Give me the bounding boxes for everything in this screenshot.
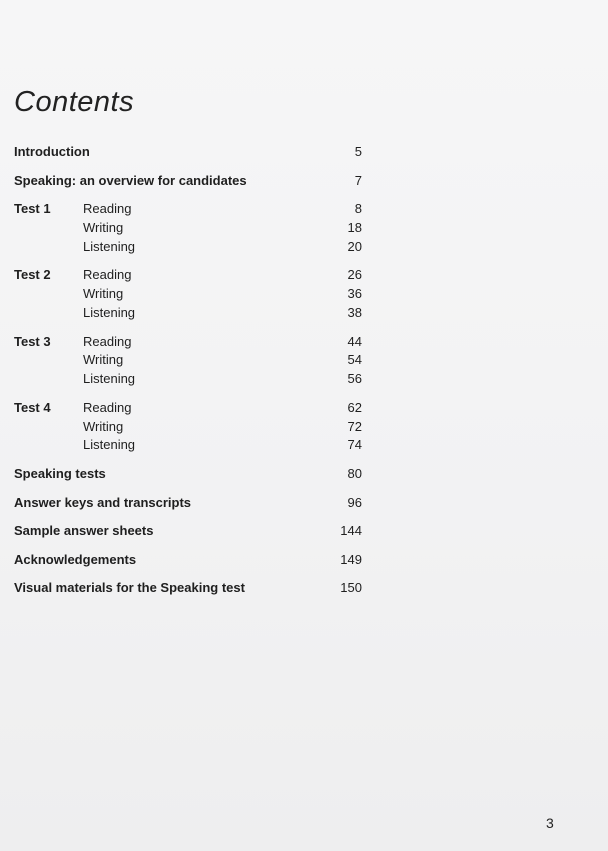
page-folio-number: 3 (546, 815, 554, 831)
toc-page-number: 72 (347, 418, 362, 434)
toc-page-number: 54 (347, 352, 362, 368)
toc-sub-label: Reading (83, 267, 132, 283)
toc-entry-test1-listening (14, 238, 362, 257)
toc-entry-test4-reading (14, 399, 362, 418)
toc-sub-label: Listening (83, 437, 136, 453)
toc-entry-introduction (14, 143, 362, 162)
toc-page-number: 7 (354, 172, 362, 188)
toc-page-number: 8 (354, 201, 362, 217)
toc-entry-test3-listening (14, 370, 362, 389)
toc-page-number: 144 (340, 523, 362, 539)
toc-test-label: Test 1 (14, 201, 51, 217)
toc-page-number: 74 (347, 437, 362, 453)
toc-label: Acknowledgements (14, 551, 137, 567)
toc-entry-test2-writing (14, 285, 362, 304)
toc-label: Speaking tests (14, 465, 106, 481)
toc-page-number: 80 (347, 465, 362, 481)
toc-sub-label: Writing (83, 418, 124, 434)
toc-entry-test2-reading (14, 266, 362, 285)
toc-entry-visual-materials (14, 579, 362, 598)
page-title: Contents (14, 86, 135, 118)
toc-entry-acknowledgements (14, 551, 362, 570)
toc-label: Answer keys and transcripts (14, 494, 192, 510)
toc-test-label: Test 2 (14, 267, 51, 283)
toc-page-number: 18 (347, 219, 362, 235)
toc-entry-speaking-tests (14, 465, 362, 484)
toc-sub-label: Reading (83, 333, 132, 349)
toc-sub-label: Writing (83, 219, 124, 235)
toc-page-number: 26 (347, 267, 362, 283)
toc-page-number: 44 (347, 333, 362, 349)
table-of-contents (14, 143, 362, 598)
toc-page-number: 5 (354, 144, 362, 159)
toc-entry-test2-listening (14, 304, 362, 323)
toc-entry-test3-reading (14, 333, 362, 352)
toc-page-number: 38 (347, 304, 362, 320)
toc-sub-label: Listening (83, 238, 136, 254)
toc-page-number: 150 (340, 580, 362, 596)
toc-sub-label: Writing (83, 286, 124, 302)
toc-page-number: 149 (340, 551, 362, 567)
toc-page-number: 62 (347, 399, 362, 415)
toc-page-number: 96 (347, 494, 362, 510)
toc-page-number: 20 (347, 238, 362, 254)
toc-sub-label: Reading (83, 201, 132, 217)
toc-entry-test1-writing (14, 219, 362, 238)
toc-sub-label: Writing (83, 352, 124, 368)
toc-test-label: Test 4 (14, 399, 51, 415)
toc-entry-sample-answer-sheets (14, 522, 362, 541)
toc-entry-speaking-overview (14, 172, 362, 191)
toc-sub-label: Reading (83, 399, 132, 415)
toc-label: Speaking: an overview for candidates (14, 172, 247, 188)
toc-entry-test4-writing (14, 418, 362, 437)
toc-label: Introduction (14, 144, 90, 159)
toc-label: Sample answer sheets (14, 523, 154, 539)
toc-entry-test1-reading (14, 200, 362, 219)
toc-test-label: Test 3 (14, 333, 51, 349)
toc-sub-label: Listening (83, 304, 136, 320)
toc-entry-test4-listening (14, 436, 362, 455)
toc-label: Visual materials for the Speaking test (14, 580, 245, 596)
toc-page-number: 56 (347, 371, 362, 387)
toc-sub-label: Listening (83, 371, 136, 387)
toc-entry-test3-writing (14, 351, 362, 370)
toc-entry-answer-keys (14, 494, 362, 513)
toc-page-number: 36 (347, 286, 362, 302)
